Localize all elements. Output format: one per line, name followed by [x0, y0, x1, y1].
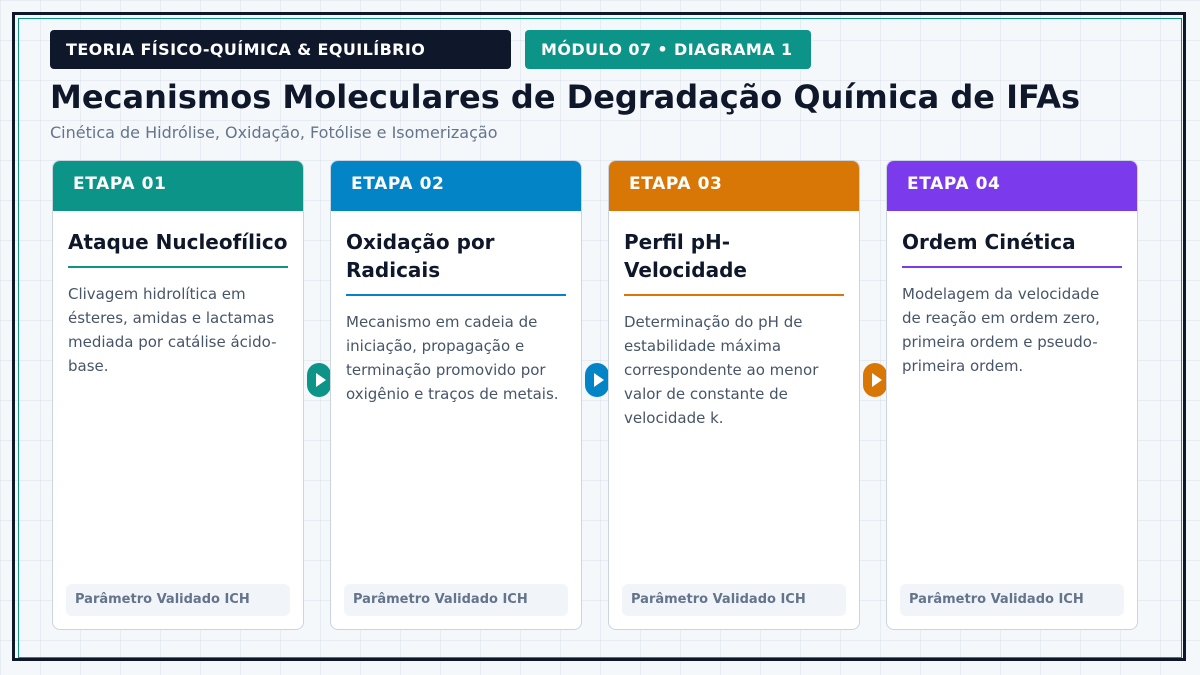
step-title: Ataque Nucleofílico [68, 228, 288, 268]
validation-badge: Parâmetro Validado ICH [622, 584, 846, 616]
step-description: Modelagem da velocidade de reação em ordem zero, primeira ordem e pseudo-primeira ordem. [902, 285, 1100, 375]
step-title: Perfil pH-Velocidade [624, 228, 844, 296]
step-label: ETAPA 01 [53, 161, 303, 211]
step-description: Determinação do pH de estabilidade máxima correspondente ao menor valor de constante de velocidade k. [624, 313, 819, 427]
play-arrow-icon [863, 363, 887, 397]
page-title: Mecanismos Moleculares de Degradação Química de IFAs [50, 78, 1081, 116]
step-card-1 [52, 160, 304, 630]
validation-badge: Parâmetro Validado ICH [66, 584, 290, 616]
module-tag: MÓDULO 07 • DIAGRAMA 1 [525, 30, 811, 69]
step-card-2 [330, 160, 582, 630]
category-tag: TEORIA FÍSICO-QUÍMICA & EQUILÍBRIO [50, 30, 511, 69]
page-subtitle: Cinética de Hidrólise, Oxidação, Fotólise e Isomerização [50, 123, 498, 142]
step-title: Ordem Cinética [902, 228, 1122, 268]
step-label: ETAPA 02 [331, 161, 581, 211]
step-description: Clivagem hidrolítica em ésteres, amidas e lactamas mediada por catálise ácido-base. [68, 285, 277, 375]
step-label: ETAPA 03 [609, 161, 859, 211]
play-arrow-icon [307, 363, 331, 397]
step-description: Mecanismo em cadeia de iniciação, propagação e terminação promovido por oxigênio e traços de metais. [346, 313, 559, 403]
step-card-3 [608, 160, 860, 630]
step-title: Oxidação por Radicais [346, 228, 566, 296]
validation-badge: Parâmetro Validado ICH [900, 584, 1124, 616]
step-card-4 [886, 160, 1138, 630]
validation-badge: Parâmetro Validado ICH [344, 584, 568, 616]
step-label: ETAPA 04 [887, 161, 1137, 211]
play-arrow-icon [585, 363, 609, 397]
